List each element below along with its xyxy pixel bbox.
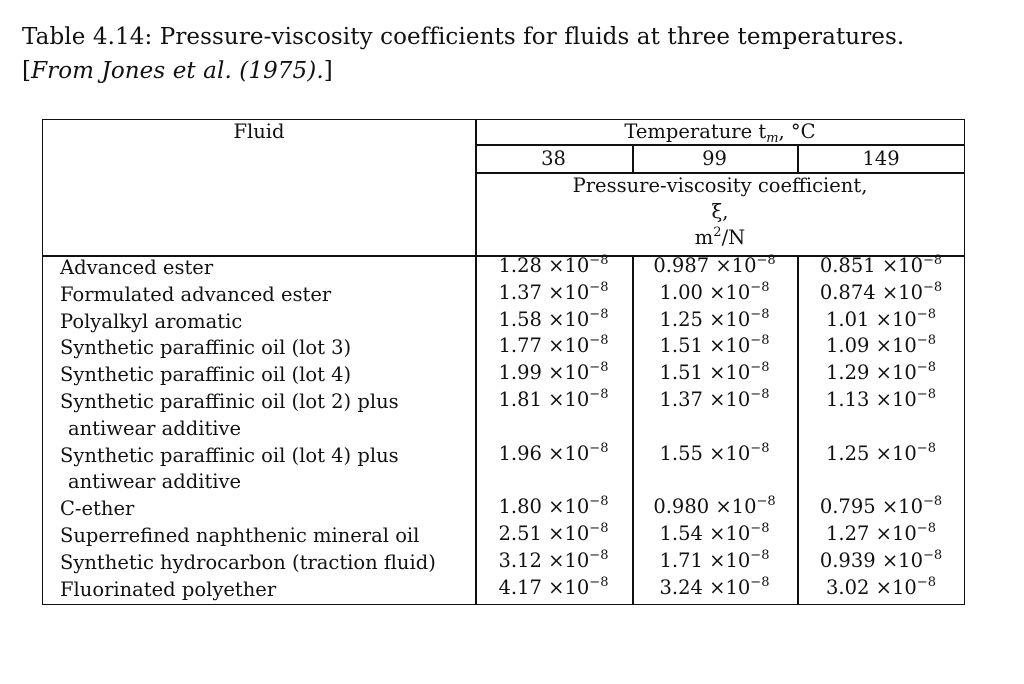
coefficient-multiplier: ×10	[702, 575, 751, 599]
coefficient-exponent: −8	[750, 547, 770, 563]
coefficient-exponent: −8	[589, 521, 609, 536]
coefficient-value	[797, 254, 965, 277]
coefficient-multiplier: ×10	[541, 548, 590, 572]
coefficient-number: 1.55	[659, 441, 703, 465]
coefficient-number: 1.13	[826, 388, 870, 411]
coefficient-multiplier: ×10	[541, 307, 590, 331]
coefficient-value	[475, 522, 632, 545]
coefficient-multiplier: ×10	[702, 307, 751, 331]
coefficient-multiplier: ×10	[869, 361, 917, 385]
coefficient-multiplier: ×10	[702, 361, 751, 385]
coefficient-label: Pressure-viscosity coefficient,	[572, 174, 868, 197]
coefficient-value	[475, 388, 632, 411]
coefficient-number: 4.17	[498, 575, 542, 599]
caption-line-1: Table 4.14: Pressure-viscosity coefficients for fluids at three temperatures.	[22, 24, 905, 50]
fluid-name: Superrefined naphthenic mineral oil	[60, 524, 420, 547]
coefficient-value	[632, 388, 797, 411]
fluid-column-header: Fluid	[233, 120, 285, 143]
coefficient-exponent: −8	[750, 521, 770, 536]
fluid-name: Polyalkyl aromatic	[60, 309, 243, 333]
coefficient-multiplier: ×10	[702, 334, 751, 358]
coefficient-exponent: −8	[750, 387, 770, 402]
coefficient-number: 3.02	[826, 575, 870, 599]
coefficient-value	[797, 361, 965, 384]
coefficient-multiplier: ×10	[541, 575, 590, 599]
coefficient-number: 1.27	[826, 522, 870, 545]
coefficient-number: 1.71	[659, 548, 703, 572]
coefficient-number: 2.51	[498, 522, 542, 545]
coefficient-exponent: −8	[916, 521, 936, 536]
temperature-unit: , °C	[778, 120, 816, 143]
fluid-name: Synthetic paraffinic oil (lot 4)	[60, 363, 352, 387]
temp-38: 38	[541, 147, 566, 170]
table-caption	[22, 20, 1002, 88]
coefficient-multiplier: ×10	[869, 441, 917, 465]
coefficient-number: 1.51	[659, 334, 703, 358]
fluid-name: antiwear additive	[68, 470, 242, 494]
coefficient-unit-rest: /N	[721, 226, 746, 249]
coefficient-number: 1.00	[659, 280, 703, 304]
coefficient-value	[797, 442, 965, 465]
coefficient-value	[797, 334, 965, 357]
coefficient-value	[475, 361, 632, 384]
coefficient-exponent: −8	[750, 574, 770, 590]
temperature-header	[475, 120, 965, 147]
coefficient-value	[475, 549, 632, 572]
caption-bracket-close: ]	[323, 58, 333, 84]
coefficient-multiplier: ×10	[875, 280, 923, 304]
coefficient-exponent: −8	[916, 574, 936, 590]
coefficient-value	[475, 334, 632, 357]
coefficient-number: 0.987	[653, 254, 710, 277]
coefficient-number: 0.795	[819, 495, 876, 519]
coefficient-value	[797, 388, 965, 411]
coefficient-number: 1.01	[826, 307, 870, 331]
coefficient-exponent: −8	[589, 494, 609, 510]
coefficient-number: 0.874	[819, 280, 876, 304]
coefficient-exponent: −8	[589, 360, 609, 376]
caption-source: From Jones et al. (1975).	[31, 58, 324, 84]
coefficient-number: 1.51	[659, 361, 703, 385]
coefficient-exponent: −8	[756, 253, 776, 268]
data-table	[42, 119, 965, 605]
coefficient-value	[632, 361, 797, 384]
coefficient-value	[797, 281, 965, 304]
coefficient-value	[475, 254, 632, 277]
coefficient-value	[475, 576, 632, 599]
coefficient-value	[632, 442, 797, 465]
coefficient-value	[475, 308, 632, 331]
coefficient-exponent: −8	[589, 279, 609, 295]
coefficient-value	[632, 254, 797, 277]
coefficient-number: 1.29	[826, 361, 870, 385]
coefficient-value	[797, 522, 965, 545]
fluid-name: Fluorinated polyether	[60, 577, 277, 601]
coefficient-unit	[475, 226, 965, 253]
coefficient-multiplier: ×10	[875, 254, 923, 277]
temperature-subscript: m	[766, 131, 779, 146]
temp-99: 99	[702, 147, 727, 170]
coefficient-exponent: −8	[923, 494, 943, 510]
coefficient-number: 1.54	[659, 522, 703, 545]
coefficient-symbol: ξ,	[711, 200, 729, 223]
coefficient-exponent: −8	[589, 333, 609, 349]
coefficient-number: 0.980	[653, 495, 710, 519]
fluid-name: Synthetic hydrocarbon (traction fluid)	[60, 550, 436, 574]
coefficient-multiplier: ×10	[702, 522, 751, 545]
coefficient-multiplier: ×10	[541, 388, 590, 411]
coefficient-exponent: −8	[750, 306, 770, 322]
coefficient-multiplier: ×10	[869, 334, 917, 358]
coefficient-number: 1.37	[498, 280, 542, 304]
coefficient-multiplier: ×10	[709, 495, 757, 519]
coefficient-multiplier: ×10	[541, 361, 590, 385]
coefficient-unit-exponent: 2	[713, 225, 722, 240]
coefficient-number: 1.80	[498, 495, 542, 519]
coefficient-multiplier: ×10	[875, 495, 923, 519]
temperature-label: Temperature t	[624, 120, 767, 143]
coefficient-number: 1.77	[498, 334, 542, 358]
coefficient-number: 1.28	[498, 254, 542, 277]
coefficient-multiplier: ×10	[702, 441, 751, 465]
coefficient-multiplier: ×10	[541, 280, 590, 304]
coefficient-multiplier: ×10	[541, 334, 590, 358]
coefficient-exponent: −8	[750, 440, 770, 456]
coefficient-exponent: −8	[916, 387, 936, 402]
coefficient-number: 1.81	[498, 388, 542, 411]
coefficient-exponent: −8	[589, 440, 609, 456]
coefficient-value	[797, 495, 965, 518]
coefficient-multiplier: ×10	[541, 495, 590, 519]
coefficient-exponent: −8	[750, 360, 770, 376]
coefficient-multiplier: ×10	[702, 388, 751, 411]
coefficient-number: 1.37	[659, 388, 703, 411]
fluid-name: Synthetic paraffinic oil (lot 3)	[60, 336, 352, 360]
coefficient-value	[632, 308, 797, 331]
fluid-name: C-ether	[60, 497, 135, 521]
coefficient-number: 0.851	[819, 254, 876, 277]
coefficient-multiplier: ×10	[869, 522, 917, 545]
caption-line-2	[22, 54, 1002, 88]
fluid-name: Synthetic paraffinic oil (lot 4) plus	[60, 443, 399, 467]
fluid-name: Advanced ester	[60, 256, 214, 279]
coefficient-exponent: −8	[589, 253, 609, 268]
coefficient-value	[475, 442, 632, 465]
coefficient-value	[797, 308, 965, 331]
coefficient-number: 3.12	[498, 548, 542, 572]
coefficient-multiplier: ×10	[709, 254, 757, 277]
fluid-name: Synthetic paraffinic oil (lot 2) plus	[60, 390, 399, 413]
coefficient-value	[797, 549, 965, 572]
coefficient-value	[797, 576, 965, 599]
coefficient-number: 1.99	[498, 361, 542, 385]
fluid-name: antiwear additive	[68, 416, 242, 440]
coefficient-value	[632, 334, 797, 357]
coefficient-exponent: −8	[923, 279, 943, 295]
coefficient-multiplier: ×10	[869, 388, 917, 411]
coefficient-number: 1.25	[659, 307, 703, 331]
coefficient-exponent: −8	[916, 360, 936, 376]
coefficient-value	[632, 281, 797, 304]
coefficient-value	[632, 576, 797, 599]
coefficient-exponent: −8	[916, 333, 936, 349]
coefficient-multiplier: ×10	[702, 280, 751, 304]
coefficient-exponent: −8	[923, 253, 943, 268]
coefficient-unit-base: m	[694, 226, 714, 249]
coefficient-number: 3.24	[659, 575, 703, 599]
coefficient-value	[475, 281, 632, 304]
coefficient-value	[632, 495, 797, 518]
coefficient-value	[475, 495, 632, 518]
coefficient-value	[632, 549, 797, 572]
coefficient-exponent: −8	[916, 440, 936, 456]
coefficient-exponent: −8	[589, 306, 609, 322]
coefficient-multiplier: ×10	[869, 575, 917, 599]
coefficient-number: 1.25	[826, 441, 870, 465]
coefficient-exponent: −8	[589, 387, 609, 402]
coefficient-exponent: −8	[750, 279, 770, 295]
temp-149: 149	[862, 147, 900, 170]
coefficient-multiplier: ×10	[869, 307, 917, 331]
coefficient-multiplier: ×10	[875, 548, 923, 572]
caption-bracket-open: [	[22, 58, 32, 84]
coefficient-value	[632, 522, 797, 545]
coefficient-number: 1.09	[826, 334, 870, 358]
coefficient-multiplier: ×10	[541, 254, 590, 277]
coefficient-number: 0.939	[819, 548, 876, 572]
coefficient-number: 1.96	[498, 441, 542, 465]
coefficient-multiplier: ×10	[541, 441, 590, 465]
coefficient-exponent: −8	[923, 547, 943, 563]
coefficient-multiplier: ×10	[541, 522, 590, 545]
coefficient-number: 1.58	[498, 307, 542, 331]
coefficient-multiplier: ×10	[702, 548, 751, 572]
coefficient-exponent: −8	[589, 574, 609, 590]
coefficient-exponent: −8	[756, 494, 776, 510]
coefficient-exponent: −8	[750, 333, 770, 349]
fluid-name: Formulated advanced ester	[60, 282, 332, 306]
coefficient-exponent: −8	[916, 306, 936, 322]
coefficient-exponent: −8	[589, 547, 609, 563]
